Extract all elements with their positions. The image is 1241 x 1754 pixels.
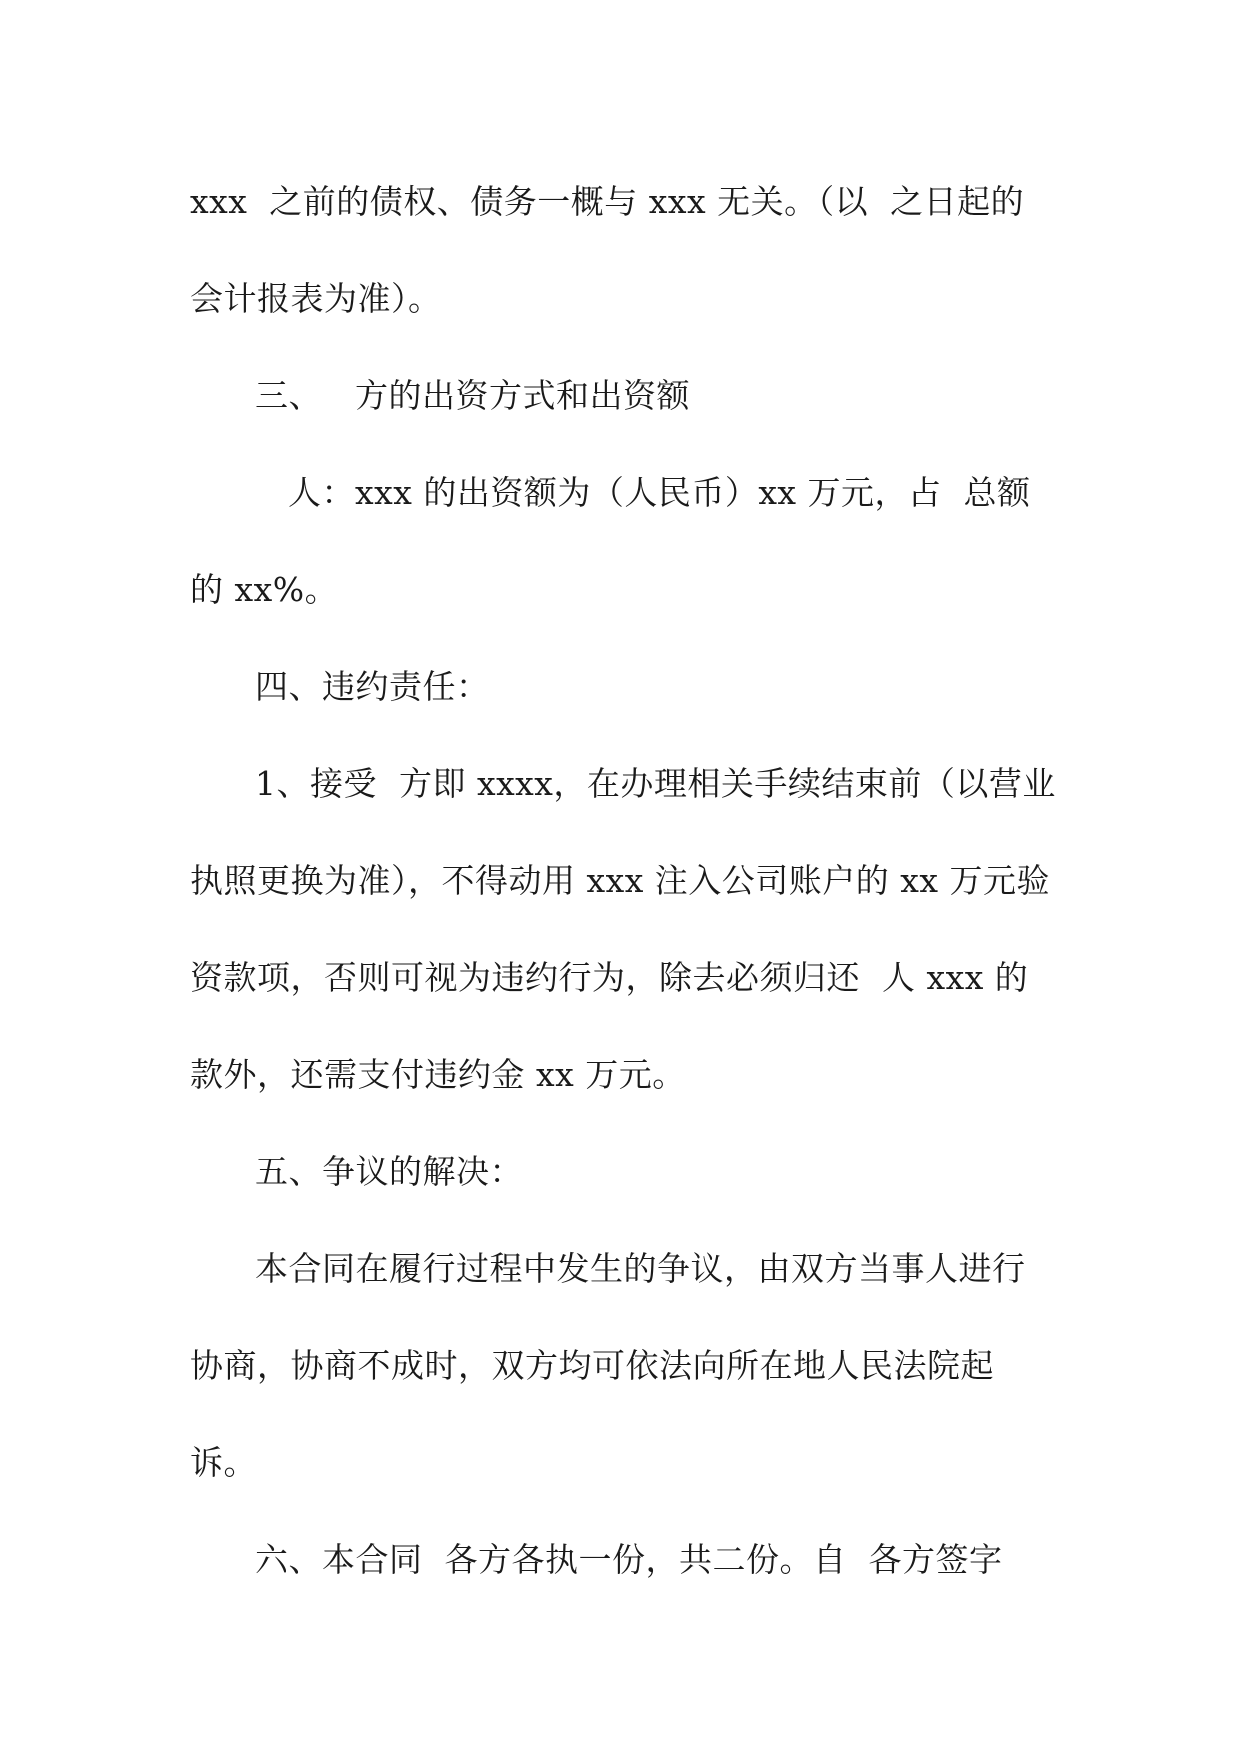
text-line: 协商，协商不成时，双方均可依法向所在地人民法院起 [190,1346,994,1385]
section-heading: 三、 方的出资方式和出资额 [255,376,690,415]
text-line: 款外，还需支付违约金 xx 万元。 [190,1055,686,1094]
section-heading: 四、违约责任： [255,667,490,706]
text-line: 人：xxx 的出资额为（人民币）xx 万元，占 总额 [288,473,1031,512]
section-heading: 六、本合同 各方各执一份，共二份。自 各方签字 [255,1540,1003,1579]
text-line: 1、接受 方即 xxxx，在办理相关手续结束前（以营业 [255,764,1056,803]
text-line: 资款项，否则可视为违约行为，除去必须归还 人 xxx 的 [190,958,1029,997]
section-heading: 五、争议的解决： [255,1152,523,1191]
text-line: 本合同在履行过程中发生的争议，由双方当事人进行 [255,1249,1026,1288]
text-line: xxx 之前的债权、债务一概与 xxx 无关。（以 之日起的 [190,182,1025,221]
text-line: 的 xx%。 [190,570,339,609]
text-line: 会计报表为准）。 [190,279,442,318]
text-line: 执照更换为准），不得动用 xxx 注入公司账户的 xx 万元验 [190,861,1051,900]
text-line: 诉。 [190,1443,257,1482]
